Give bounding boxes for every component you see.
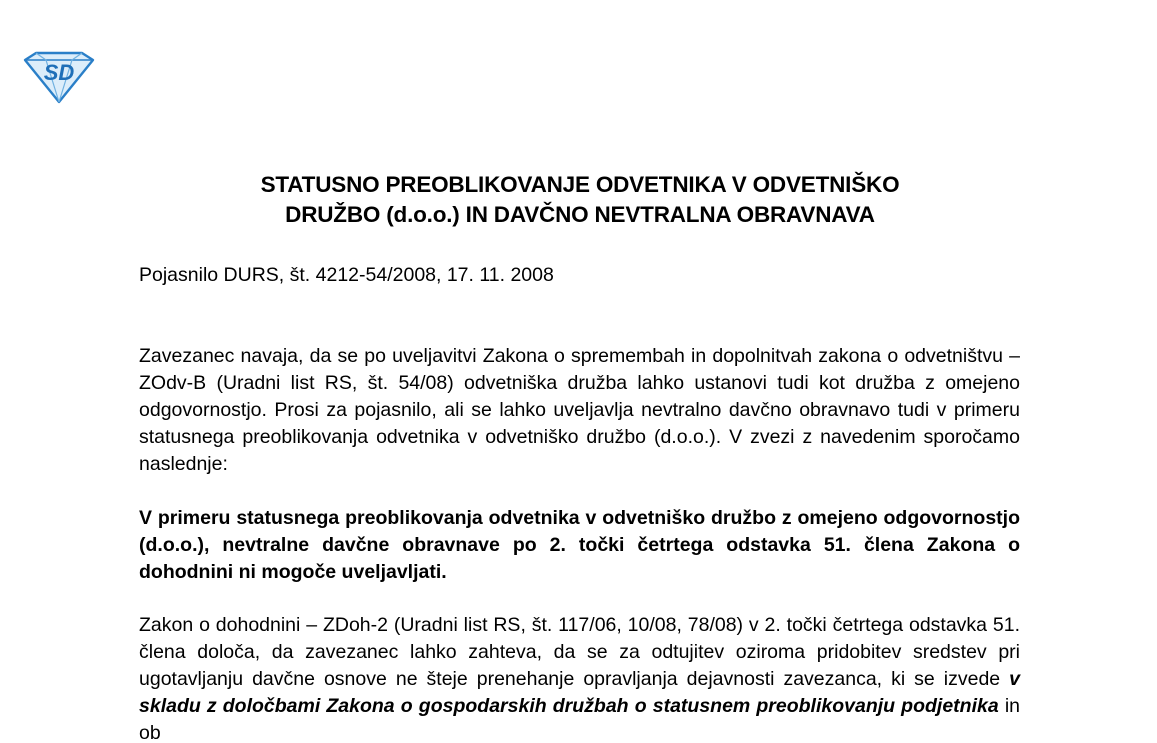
paragraph-legal-basis-continuation: in ob (139, 695, 1020, 743)
title-line-1: STATUSNO PREOBLIKOVANJE ODVETNIKA V ODVETNIŠKO (260, 172, 900, 197)
document-title (140, 170, 1020, 230)
paragraph-conclusion: V primeru statusnega preoblikovanja odvetnika v odvetniško družbo z omejeno odgovornostjo (d.o.o.), nevtralne davčne obravnave po 2. točki četrtega odstavka 51. člena Zakona o dohodnini ni mogoče uveljavljati. (139, 507, 1020, 583)
paragraph-intro: Zavezanec navaja, da se po uveljavitvi Zakona o spremembah in dopolnitvah zakona o odvetništvu – ZOdv-B (Uradni list RS, št. 54/08) odvetniška družba lahko ustanovi tudi kot družba z omejeno odgovornostjo. Prosi za pojasnilo, ali se lahko uveljavlja nevtralno davčno obravnavo tudi v primeru statusnega preoblikovanja odvetnika v odvetniško družbo (d.o.o.). V zvezi z navedenim sporočamo naslednje: (139, 345, 1020, 475)
paragraph-legal-basis-text: Zakon o dohodnini – ZDoh-2 (Uradni list RS, št. 117/06, 10/08, 78/08) v 2. točki četrtega odstavka 51. člena določa, da zavezanec lahko zahteva, da se za odtujitev oziroma pridobitev sredstev pri ugotavljanju davčne osnove ne šteje prenehanje opravljanja dejavnosti zavezanca, ki se izvede (139, 614, 1020, 690)
title-line-2: DRUŽBO (d.o.o.) IN DAVČNO NEVTRALNA OBRAVNAVA (285, 202, 875, 227)
paragraph-legal-basis-emphasis: v skladu z določbami Zakona o gospodarskih družbah o statusnem preoblikovanju podjetnika (139, 668, 1020, 717)
paragraph-legal-basis (139, 612, 1020, 743)
reference-line: Pojasnilo DURS, št. 4212-54/2008, 17. 11. 2008 (139, 264, 554, 286)
sd-logo-icon (22, 50, 96, 104)
logo-text: SD (43, 60, 75, 85)
